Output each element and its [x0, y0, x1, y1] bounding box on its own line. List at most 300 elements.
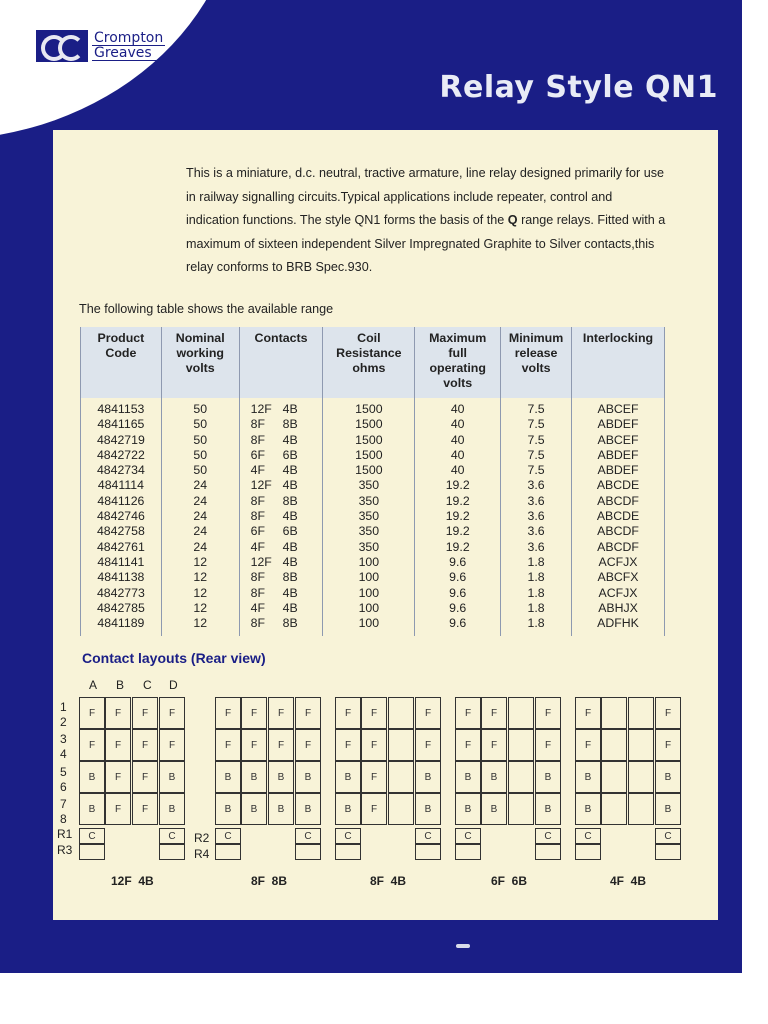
table-cell: 3.6: [501, 509, 572, 524]
table-cell: [239, 586, 323, 601]
table-cell: 4841114: [81, 478, 162, 493]
table-cell: 1500: [323, 433, 415, 448]
front-contacts: 8F: [250, 509, 265, 524]
table-cell: 19.2: [415, 540, 501, 555]
table-cell: 7.5: [501, 433, 572, 448]
table-header-text: release: [514, 346, 558, 360]
back-contacts: 8B: [282, 570, 298, 585]
contact-cell: B: [295, 793, 321, 825]
layout-caption: 8F 4B: [370, 874, 407, 888]
table-cell: 4842773: [81, 586, 162, 601]
front-contacts: 8F: [250, 417, 265, 432]
table-cell: 4842722: [81, 448, 162, 463]
contact-cell: B: [415, 793, 441, 825]
contact-cell: F: [575, 729, 601, 761]
table-header-cell: [81, 327, 162, 398]
table-cell: 3.6: [501, 540, 572, 555]
table-cell: 4842758: [81, 524, 162, 539]
column-letter: C: [143, 678, 152, 692]
table-header-cell: [239, 327, 323, 398]
contact-cell: F: [159, 697, 185, 729]
contact-cell: F: [455, 729, 481, 761]
table-header-text: volts: [185, 361, 215, 375]
table-header-text: Contacts: [254, 331, 308, 345]
column-letter: D: [169, 678, 178, 692]
common-contact-cell: C: [295, 828, 321, 844]
contact-cell: F: [215, 697, 241, 729]
contact-cell: F: [241, 729, 267, 761]
contact-cell: [508, 697, 534, 729]
contact-cell: [601, 697, 627, 729]
decorative-mark: [456, 944, 470, 948]
front-contacts: 4F: [250, 539, 265, 554]
contact-cell: [508, 729, 534, 761]
contact-cell: B: [159, 793, 185, 825]
table-cell: 4841138: [81, 570, 162, 585]
table-cell: 9.6: [415, 616, 501, 636]
contact-cell: [455, 844, 481, 860]
contact-cell: B: [655, 761, 681, 793]
row-number: 6: [60, 780, 67, 794]
contact-cell: B: [415, 761, 441, 793]
contact-cell: F: [132, 793, 158, 825]
row-number: 2: [60, 715, 67, 729]
table-row: [81, 509, 665, 524]
table-cell: 1.8: [501, 601, 572, 616]
contact-cell: [295, 844, 321, 860]
contact-cell: [508, 761, 534, 793]
table-row: [81, 586, 665, 601]
table-header-row: [81, 327, 665, 398]
contact-cell: B: [79, 793, 105, 825]
table-cell: 24: [161, 494, 239, 509]
contact-cell: F: [132, 729, 158, 761]
table-cell: [239, 433, 323, 448]
contact-cell: F: [105, 793, 131, 825]
contact-cell: F: [215, 729, 241, 761]
common-contact-cell: C: [535, 828, 561, 844]
back-contacts: 4B: [282, 600, 298, 615]
back-contacts: 4B: [282, 402, 298, 416]
table-cell: 9.6: [415, 586, 501, 601]
table-cell: 350: [323, 494, 415, 509]
company-logo: [36, 30, 165, 62]
table-header-text: full: [448, 346, 467, 360]
row-number: 7: [60, 797, 67, 811]
front-contacts: 8F: [250, 493, 265, 508]
relay-range-table: [80, 327, 665, 636]
table-header-text: volts: [443, 376, 473, 390]
common-contact-cell: C: [455, 828, 481, 844]
back-contacts: 8B: [282, 493, 298, 508]
common-contact-cell: C: [575, 828, 601, 844]
contact-cell: B: [455, 793, 481, 825]
contact-cell: [335, 844, 361, 860]
contact-cell: F: [268, 729, 294, 761]
table-cell: 12: [161, 616, 239, 636]
contact-cell: F: [105, 697, 131, 729]
table-cell: [239, 570, 323, 585]
contact-cell: F: [295, 729, 321, 761]
back-contacts: 8B: [282, 616, 298, 631]
table-cell: 1500: [323, 448, 415, 463]
table-cell: 9.6: [415, 570, 501, 585]
table-cell: 7.5: [501, 398, 572, 417]
table-cell: ABCDF: [572, 524, 665, 539]
table-cell: 350: [323, 478, 415, 493]
table-cell: 12: [161, 586, 239, 601]
table-cell: 9.6: [415, 555, 501, 570]
cg-logo-icon: [36, 30, 88, 62]
contact-cell: B: [215, 793, 241, 825]
table-cell: 1500: [323, 398, 415, 417]
table-cell: [239, 417, 323, 432]
table-cell: ABCDE: [572, 509, 665, 524]
company-name-line1: Crompton: [94, 30, 164, 46]
page-title: Relay Style QN1: [439, 70, 718, 105]
contact-cell: [159, 844, 185, 860]
common-contact-cell: C: [79, 828, 105, 844]
back-contacts: 4B: [282, 539, 298, 554]
contact-cell: [628, 729, 654, 761]
table-header-text: Interlocking: [582, 331, 654, 345]
table-header-text: working: [176, 346, 224, 360]
table-cell: ABDEF: [572, 463, 665, 478]
table-header-text: Product: [97, 331, 145, 345]
back-contacts: 4B: [282, 554, 298, 569]
contact-cell: [628, 793, 654, 825]
contact-cell: F: [575, 697, 601, 729]
table-row: [81, 448, 665, 463]
common-contact-cell: C: [335, 828, 361, 844]
back-contacts: 4B: [282, 463, 298, 478]
table-header-cell: [415, 327, 501, 398]
table-cell: 1.8: [501, 586, 572, 601]
table-header-text: Code: [105, 346, 137, 360]
table-cell: [239, 478, 323, 493]
table-row: [81, 478, 665, 493]
back-contacts: 4B: [282, 509, 298, 524]
contact-cell: F: [79, 697, 105, 729]
layout-caption: 4F 4B: [610, 874, 647, 888]
table-header-cell: [161, 327, 239, 398]
front-contacts: 12F: [250, 402, 272, 416]
intro-bold: Q: [507, 213, 518, 227]
column-letter: B: [116, 678, 125, 692]
row-number: 3: [60, 732, 67, 746]
table-cell: 50: [161, 417, 239, 432]
table-cell: 40: [415, 463, 501, 478]
table-cell: 4841126: [81, 494, 162, 509]
front-contacts: 6F: [250, 447, 265, 462]
contact-cell: [508, 793, 534, 825]
common-contact-cell: C: [215, 828, 241, 844]
table-cell: [239, 601, 323, 616]
table-cell: [239, 398, 323, 417]
table-row: [81, 616, 665, 636]
common-contact-cell: C: [159, 828, 185, 844]
contact-cell: F: [655, 697, 681, 729]
contact-cell: F: [415, 729, 441, 761]
contact-cell: F: [105, 761, 131, 793]
table-header-text: Coil: [357, 331, 381, 345]
table-cell: 100: [323, 601, 415, 616]
table-cell: [239, 524, 323, 539]
back-contacts: 6B: [282, 524, 298, 539]
contact-cell: [388, 729, 414, 761]
contact-cell: F: [535, 729, 561, 761]
contact-cell: B: [455, 761, 481, 793]
table-cell: 100: [323, 616, 415, 636]
row-number: 4: [60, 747, 67, 761]
contact-cell: B: [241, 793, 267, 825]
table-cell: 24: [161, 478, 239, 493]
table-cell: [239, 555, 323, 570]
table-cell: ABCDF: [572, 540, 665, 555]
table-row: [81, 494, 665, 509]
table-header-text: operating: [429, 361, 486, 375]
contact-cell: [388, 697, 414, 729]
contact-cell: F: [335, 729, 361, 761]
contact-cell: F: [455, 697, 481, 729]
table-cell: 1500: [323, 417, 415, 432]
table-cell: ABCDF: [572, 494, 665, 509]
front-contacts: 4F: [250, 463, 265, 478]
contact-cell: F: [361, 697, 387, 729]
contact-cell: F: [268, 697, 294, 729]
table-cell: 4842761: [81, 540, 162, 555]
table-row: [81, 570, 665, 585]
back-contacts: 4B: [282, 478, 298, 493]
r-label: R3: [57, 843, 73, 857]
contact-cell: F: [655, 729, 681, 761]
contact-cell: [601, 793, 627, 825]
layout-caption: 8F 8B: [251, 874, 288, 888]
contact-cell: B: [655, 793, 681, 825]
table-cell: 40: [415, 433, 501, 448]
table-cell: 50: [161, 448, 239, 463]
contact-cell: F: [132, 697, 158, 729]
table-cell: ACFJX: [572, 586, 665, 601]
table-cell: ADFHK: [572, 616, 665, 636]
table-cell: [239, 448, 323, 463]
table-cell: 9.6: [415, 601, 501, 616]
table-header-text: Nominal: [175, 331, 225, 345]
table-cell: 350: [323, 509, 415, 524]
table-cell: ACFJX: [572, 555, 665, 570]
table-cell: [239, 540, 323, 555]
contact-cell: F: [481, 697, 507, 729]
table-cell: 1.8: [501, 555, 572, 570]
front-contacts: 8F: [250, 432, 265, 447]
front-contacts: 12F: [250, 554, 272, 569]
contact-cell: [628, 761, 654, 793]
table-row: [81, 601, 665, 616]
table-cell: 19.2: [415, 478, 501, 493]
table-cell: ABCEF: [572, 433, 665, 448]
table-cell: 100: [323, 586, 415, 601]
table-cell: 4841165: [81, 417, 162, 432]
contact-cell: [415, 844, 441, 860]
table-cell: 7.5: [501, 463, 572, 478]
column-letter: A: [89, 678, 98, 692]
contact-cell: [601, 729, 627, 761]
table-cell: ABDEF: [572, 448, 665, 463]
table-header-cell: [323, 327, 415, 398]
table-row: [81, 524, 665, 539]
contact-cell: B: [268, 761, 294, 793]
table-cell: 350: [323, 540, 415, 555]
contact-cell: F: [295, 697, 321, 729]
contact-cell: B: [575, 761, 601, 793]
table-cell: [239, 616, 323, 636]
back-contacts: 6B: [282, 447, 298, 462]
contact-cell: [388, 761, 414, 793]
table-row: [81, 417, 665, 432]
table-cell: 3.6: [501, 478, 572, 493]
contact-layouts-title: Contact layouts (Rear view): [82, 650, 266, 666]
r-label: R1: [57, 827, 73, 841]
contact-cell: [655, 844, 681, 860]
table-row: [81, 433, 665, 448]
company-name: [92, 31, 165, 61]
table-header-text: volts: [521, 361, 551, 375]
table-cell: 19.2: [415, 494, 501, 509]
range-caption: The following table shows the available range: [79, 302, 334, 316]
table-cell: 12: [161, 570, 239, 585]
table-header-cell: [572, 327, 665, 398]
contact-cell: [601, 761, 627, 793]
table-cell: 24: [161, 540, 239, 555]
table-cell: ABCFX: [572, 570, 665, 585]
contact-cell: F: [481, 729, 507, 761]
contact-cell: B: [79, 761, 105, 793]
front-contacts: 4F: [250, 600, 265, 615]
contact-cell: B: [335, 793, 361, 825]
contact-cell: B: [295, 761, 321, 793]
row-number: 5: [60, 765, 67, 779]
contact-cell: F: [335, 697, 361, 729]
table-header-cell: [501, 327, 572, 398]
common-contact-cell: C: [415, 828, 441, 844]
front-contacts: 6F: [250, 524, 265, 539]
table-cell: 100: [323, 570, 415, 585]
table-cell: ABCDE: [572, 478, 665, 493]
contact-cell: [628, 697, 654, 729]
contact-cell: F: [535, 697, 561, 729]
table-cell: 50: [161, 398, 239, 417]
r-label: R4: [194, 847, 210, 861]
contact-cell: B: [335, 761, 361, 793]
table-cell: [239, 509, 323, 524]
contact-cell: B: [241, 761, 267, 793]
contact-cell: F: [241, 697, 267, 729]
layout-caption: 12F 4B: [111, 874, 154, 888]
contact-cell: B: [481, 761, 507, 793]
table-cell: 7.5: [501, 417, 572, 432]
contact-cell: B: [535, 793, 561, 825]
table-cell: 40: [415, 448, 501, 463]
r-label: R2: [194, 831, 210, 845]
intro-text-2: range relays. Fitted with a maximum of sixteen independent Silver Impregnated Graphite to Silver contacts,this relay conforms to BRB Spec.930.: [186, 213, 666, 274]
layout-caption: 6F 6B: [491, 874, 528, 888]
company-name-line2: Greaves: [92, 46, 165, 61]
table-cell: 24: [161, 524, 239, 539]
table-header-text: Minimum: [508, 331, 564, 345]
contact-cell: B: [535, 761, 561, 793]
table-cell: 350: [323, 524, 415, 539]
row-number: 8: [60, 812, 67, 826]
contact-cell: [388, 793, 414, 825]
table-cell: 1500: [323, 463, 415, 478]
contact-cell: B: [215, 761, 241, 793]
table-header-text: ohms: [352, 361, 386, 375]
table-cell: ABDEF: [572, 417, 665, 432]
table-cell: 4842734: [81, 463, 162, 478]
table-row: [81, 398, 665, 417]
table-cell: 100: [323, 555, 415, 570]
common-contact-cell: C: [655, 828, 681, 844]
front-contacts: 12F: [250, 478, 272, 493]
table-cell: [239, 494, 323, 509]
table-cell: 12: [161, 555, 239, 570]
contact-cell: F: [361, 793, 387, 825]
table-cell: ABCEF: [572, 398, 665, 417]
contact-cell: F: [132, 761, 158, 793]
table-cell: [239, 463, 323, 478]
table-cell: 4842719: [81, 433, 162, 448]
front-contacts: 8F: [250, 570, 265, 585]
contact-cell: F: [105, 729, 131, 761]
contact-cell: [79, 844, 105, 860]
contact-cell: F: [415, 697, 441, 729]
contact-cell: B: [575, 793, 601, 825]
table-cell: 7.5: [501, 448, 572, 463]
table-header-text: Maximum: [429, 331, 487, 345]
table-cell: 50: [161, 433, 239, 448]
back-contacts: 8B: [282, 417, 298, 432]
table-row: [81, 540, 665, 555]
table-cell: 1.8: [501, 570, 572, 585]
table-cell: 40: [415, 417, 501, 432]
table-cell: 24: [161, 509, 239, 524]
front-contacts: 8F: [250, 585, 265, 600]
contact-cell: [215, 844, 241, 860]
table-row: [81, 463, 665, 478]
table-cell: 50: [161, 463, 239, 478]
back-contacts: 4B: [282, 585, 298, 600]
contact-cell: F: [361, 761, 387, 793]
table-cell: 4842785: [81, 601, 162, 616]
table-cell: 12: [161, 601, 239, 616]
back-contacts: 4B: [282, 432, 298, 447]
contact-cell: [575, 844, 601, 860]
table-cell: 19.2: [415, 509, 501, 524]
front-contacts: 8F: [250, 616, 265, 631]
table-cell: 19.2: [415, 524, 501, 539]
contact-cell: [535, 844, 561, 860]
table-cell: 4841189: [81, 616, 162, 636]
contact-cell: B: [268, 793, 294, 825]
row-number: 1: [60, 700, 67, 714]
intro-paragraph: [186, 162, 666, 280]
table-cell: 3.6: [501, 494, 572, 509]
table-cell: 4841141: [81, 555, 162, 570]
contact-cell: B: [159, 761, 185, 793]
contact-cell: F: [159, 729, 185, 761]
table-row: [81, 555, 665, 570]
contact-cell: B: [481, 793, 507, 825]
